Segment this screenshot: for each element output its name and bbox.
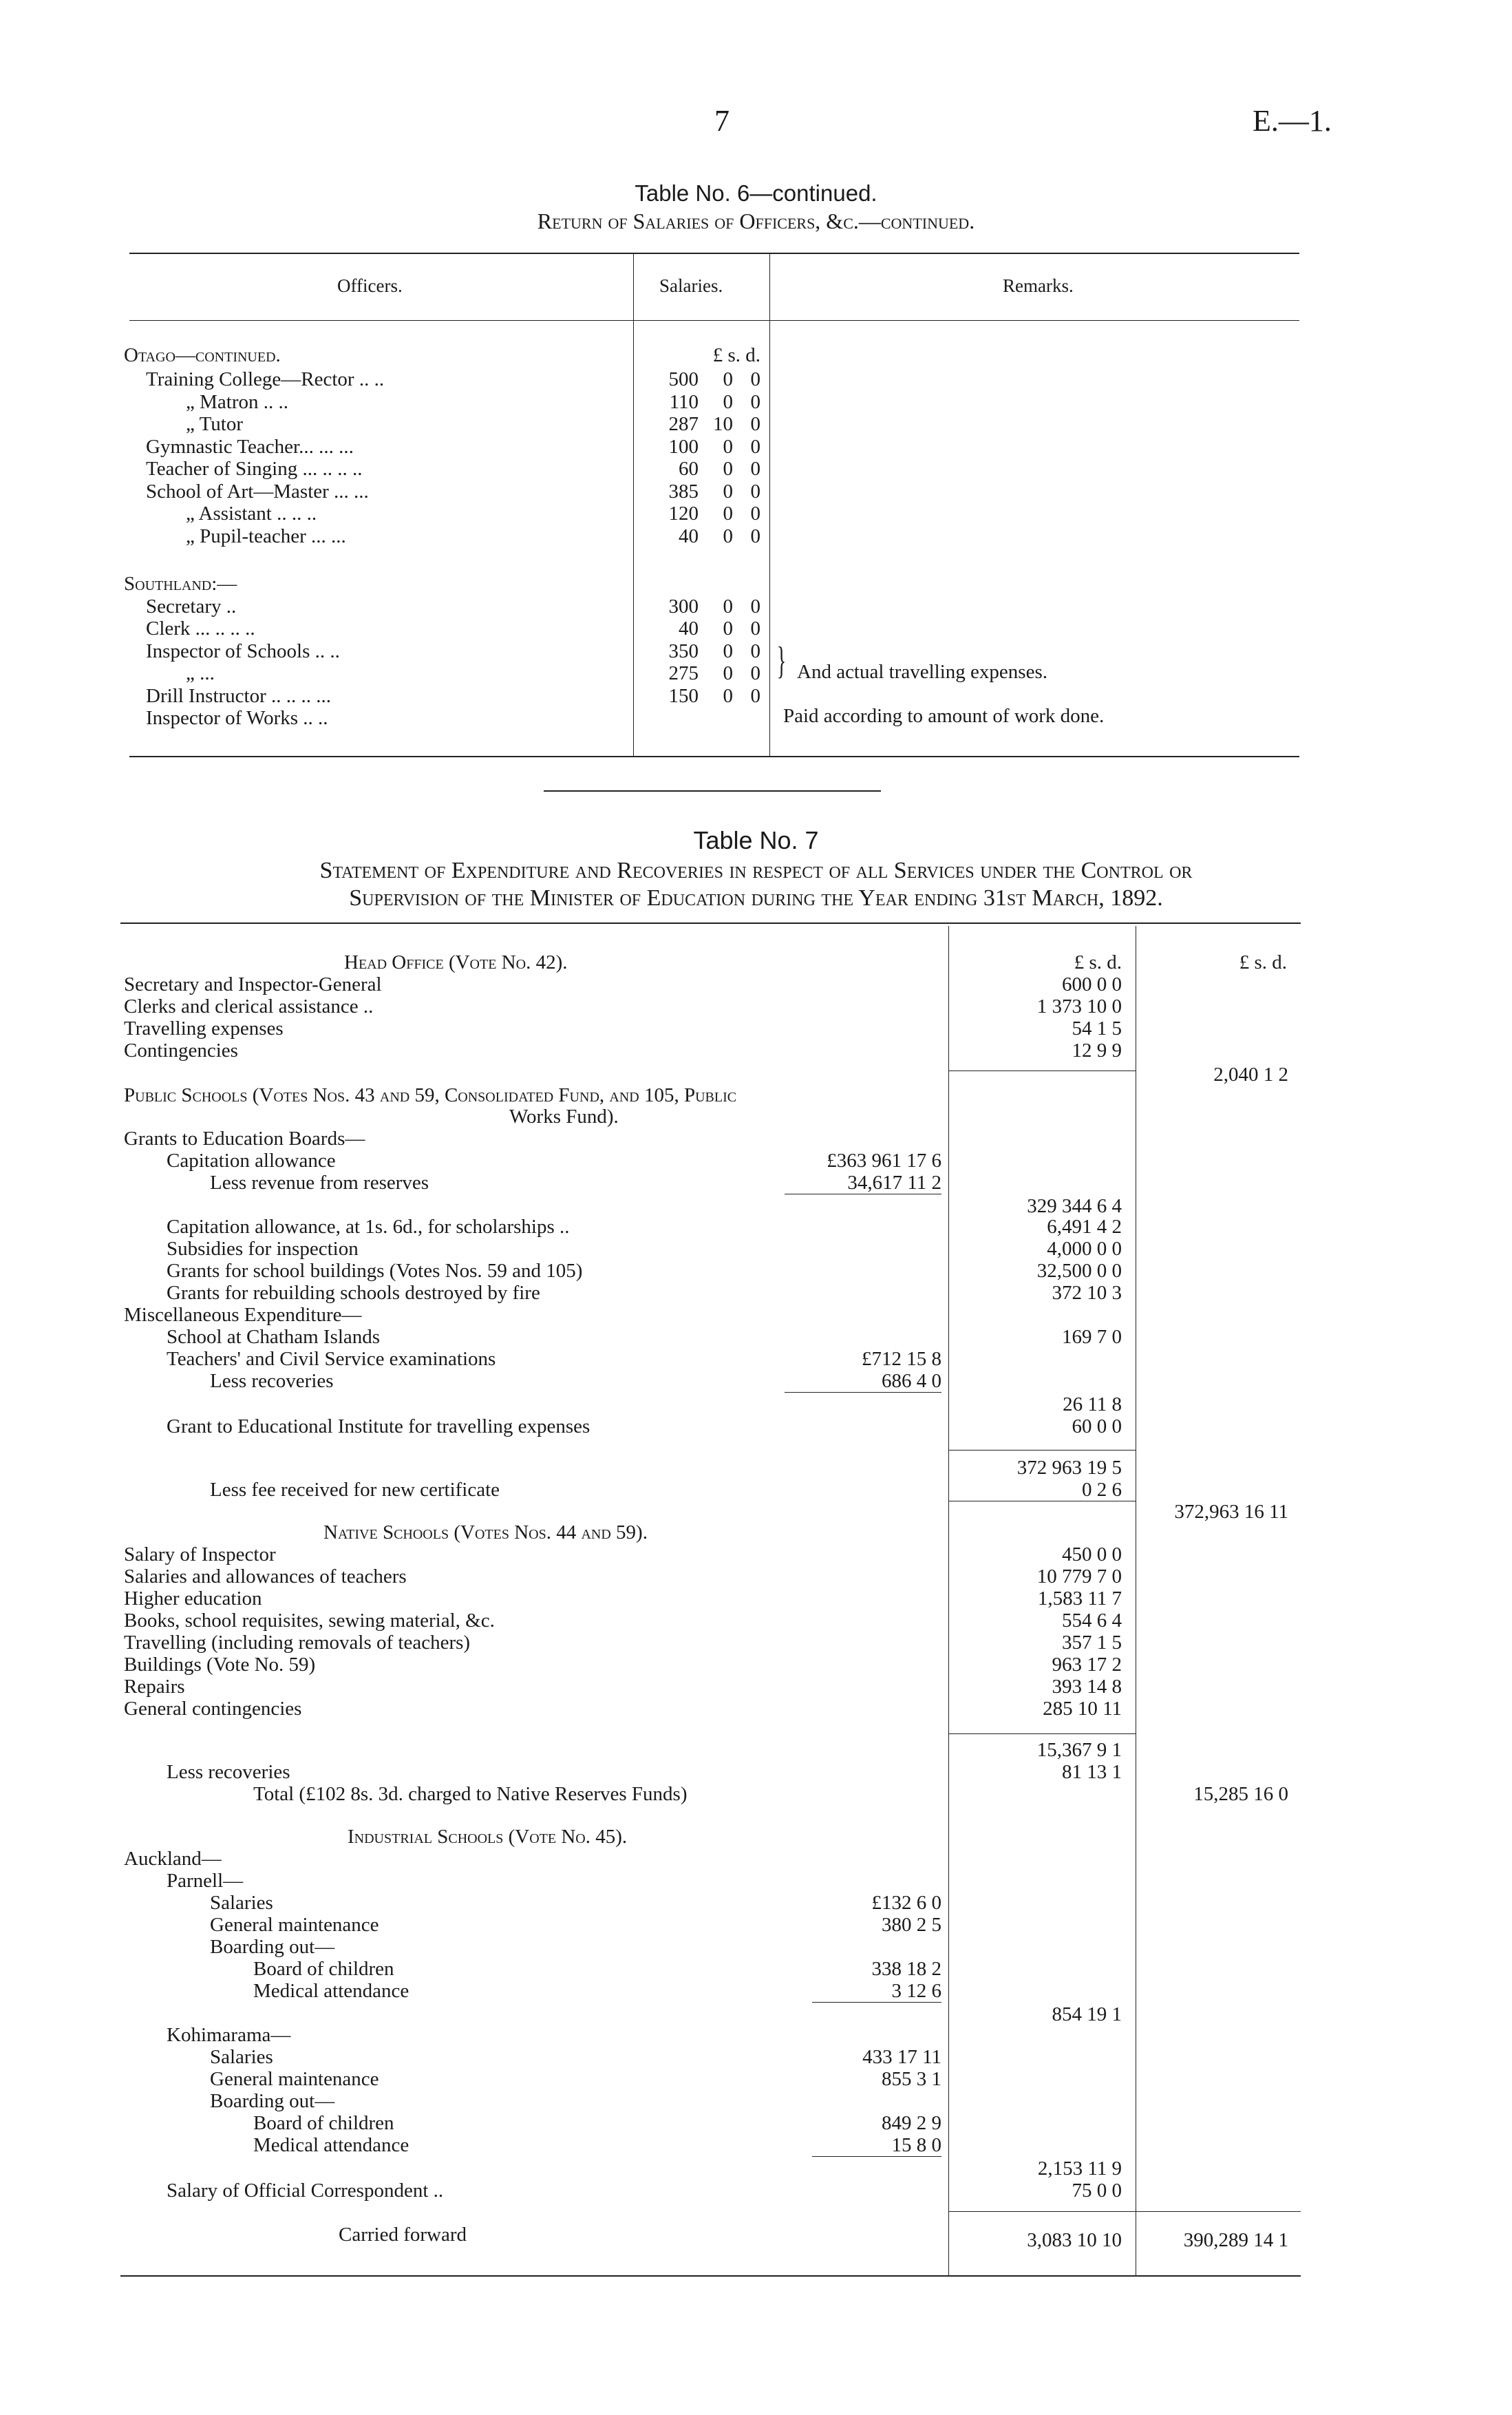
public-schools-value: 372 10 3 <box>1052 1282 1122 1304</box>
salary-shillings: 0 <box>723 618 733 640</box>
salary-pence: 0 <box>750 481 760 503</box>
officer-label: Gymnastic Teacher... ... ... <box>146 436 354 458</box>
table6-col-divider-2 <box>769 253 770 756</box>
table7-subtitle-2-text: Supervision of the Minister of Education during the Year ending 31st March, 1892. <box>349 885 1163 911</box>
carried-forward-col3: 390,289 14 1 <box>1183 2229 1288 2251</box>
native-schools-item: Salaries and allowances of teachers <box>124 1565 407 1588</box>
salary-pence: 0 <box>750 685 760 707</box>
table7-currency-col3: £ s. d. <box>1239 951 1287 973</box>
salary-shillings: 0 <box>723 685 733 707</box>
native-schools-value: 1,583 11 7 <box>1037 1588 1122 1610</box>
native-schools-value: 10 779 7 0 <box>1036 1565 1122 1588</box>
parnell-total: 854 19 1 <box>1052 2003 1122 2025</box>
capitation-value: £363 961 17 6 <box>827 1150 941 1172</box>
table6-col-officers: Officers. <box>337 275 403 296</box>
document-reference: E.—1. <box>1253 104 1332 138</box>
officer-label: Clerk ... .. .. .. <box>146 618 255 640</box>
salary-pence: 0 <box>750 436 760 458</box>
salary-pence: 0 <box>750 503 760 525</box>
native-schools-value: 963 17 2 <box>1052 1654 1122 1676</box>
parnell-value: 380 2 5 <box>882 1914 941 1936</box>
native-schools-value: 357 1 5 <box>1062 1632 1122 1654</box>
salary-shillings: 10 <box>713 413 733 435</box>
table7-subtitle-1-text: Statement of Expenditure and Recoveries in respect of all Services under the Control or <box>319 858 1193 883</box>
native-schools-item: Travelling (including removals of teachers) <box>124 1632 471 1654</box>
native-schools-value: 450 0 0 <box>1062 1543 1122 1565</box>
officer-label: Inspector of Works .. .. <box>146 707 328 729</box>
kohimarama-item: Board of children <box>253 2112 394 2134</box>
salary-pence: 0 <box>750 413 760 435</box>
native-schools-item: Higher education <box>124 1588 262 1610</box>
salary-shillings: 0 <box>723 436 733 458</box>
salary-pence: 0 <box>750 618 760 640</box>
less-reserves-label: Less revenue from reserves <box>210 1172 429 1194</box>
public-subtotal-value: 372 963 19 5 <box>1016 1457 1122 1479</box>
parnell-value: 338 18 2 <box>871 1958 941 1980</box>
public-schools-total: 372,963 16 11 <box>1174 1501 1288 1523</box>
kohimarama-item: General maintenance <box>210 2068 379 2090</box>
officer-label: „ ... <box>186 662 215 684</box>
officer-label: Inspector of Schools .. .. <box>146 640 340 662</box>
salary-shillings: 0 <box>723 458 733 480</box>
native-subtotal-rule <box>948 1733 1136 1734</box>
public-schools-value: 4,000 0 0 <box>1047 1238 1122 1260</box>
native-schools-total: 15,285 16 0 <box>1193 1783 1288 1805</box>
table7-subtitle-2 <box>0 885 1512 911</box>
parnell-item: Medical attendance <box>253 1980 409 2002</box>
kohimarama-item: Medical attendance <box>253 2134 409 2156</box>
brace-icon: } <box>776 640 787 682</box>
table7-currency-col2: £ s. d. <box>1074 951 1122 973</box>
parnell-rule <box>812 2002 941 2003</box>
table6-title: Table No. 6—continued. <box>635 180 877 206</box>
institute-value: 60 0 0 <box>1072 1415 1122 1437</box>
salary-shillings: 0 <box>723 640 733 662</box>
officer-label: „ Matron .. .. <box>186 391 288 413</box>
salary-pounds: 100 <box>668 436 699 458</box>
table6-subtitle: Return of Salaries of Officers, &c.—continued. <box>537 209 975 233</box>
salary-pounds: 385 <box>668 481 699 503</box>
head-office-item: Clerks and clerical assistance .. <box>124 995 374 1017</box>
parnell-item: Salaries <box>210 1892 273 1914</box>
kohimarama-value: 15 8 0 <box>891 2134 941 2156</box>
less-fee-value: 0 2 6 <box>1082 1479 1122 1501</box>
salary-pence: 0 <box>750 368 760 390</box>
public-schools-item: Capitation allowance, at 1s. 6d., for scholarships .. <box>167 1216 570 1238</box>
table6-top-rule <box>129 253 1299 254</box>
public-schools-item: Subsidies for inspection <box>167 1238 359 1260</box>
public-schools-value: 6,491 4 2 <box>1047 1216 1122 1238</box>
head-office-value: 600 0 0 <box>1062 973 1122 995</box>
capitation-label: Capitation allowance <box>167 1150 336 1172</box>
table7-col-divider-1 <box>948 926 949 2275</box>
salary-shillings: 0 <box>723 595 733 618</box>
officer-label: Otago—continued. <box>124 344 281 366</box>
table7-top-rule <box>120 922 1301 924</box>
parnell-value: £132 6 0 <box>871 1892 941 1914</box>
native-subtotal-value: 15,367 9 1 <box>1036 1739 1122 1761</box>
less-reserves-value: 34,617 11 2 <box>847 1172 941 1194</box>
exams-rule <box>785 1392 941 1393</box>
table6-currency-header: £ s. d. <box>712 344 760 366</box>
native-schools-value: 285 10 11 <box>1043 1698 1122 1720</box>
table6-col-remarks: Remarks. <box>1003 275 1074 296</box>
salary-pounds: 40 <box>679 525 699 547</box>
native-less-value: 81 13 1 <box>1062 1761 1122 1783</box>
head-office-value: 12 9 9 <box>1072 1040 1122 1062</box>
officer-label: „ Pupil-teacher ... ... <box>186 525 346 547</box>
carried-rule-col3 <box>1136 2211 1301 2212</box>
exams-label: Teachers' and Civil Service examinations <box>167 1348 496 1370</box>
native-schools-item: Salary of Inspector <box>124 1543 276 1565</box>
native-schools-value: 393 14 8 <box>1052 1676 1122 1698</box>
head-office-item: Contingencies <box>124 1040 238 1062</box>
kohimarama-item: Boarding out— <box>210 2090 335 2112</box>
salary-pounds: 110 <box>669 391 699 413</box>
carried-forward-label: Carried forward <box>339 2224 467 2246</box>
officer-label: Training College—Rector .. .. <box>146 368 385 390</box>
salary-pence: 0 <box>750 525 760 547</box>
public-schools-heading: Public Schools (Votes Nos. 43 and 59, Consolidated Fund, and 105, Public <box>124 1084 737 1106</box>
officer-label: Secretary .. <box>146 595 237 618</box>
auckland-label: Auckland— <box>124 1848 222 1870</box>
kohimarama-item: Salaries <box>210 2046 273 2068</box>
table6-header-rule <box>129 320 1299 321</box>
parnell-label: Parnell— <box>167 1870 244 1892</box>
head-office-value: 54 1 5 <box>1072 1017 1122 1040</box>
grants-heading: Grants to Education Boards— <box>124 1128 365 1150</box>
officer-label: „ Tutor <box>186 413 244 435</box>
exams-less-label: Less recoveries <box>210 1370 334 1392</box>
salary-shillings: 0 <box>723 368 733 390</box>
head-office-total: 2,040 1 2 <box>1213 1064 1288 1086</box>
parnell-item: Boarding out— <box>210 1936 335 1958</box>
public-schools-item: Grants for rebuilding schools destroyed by fire <box>167 1282 540 1304</box>
native-schools-value: 554 6 4 <box>1062 1610 1122 1632</box>
salary-pounds: 350 <box>668 640 699 662</box>
exams-less-value: 686 4 0 <box>882 1370 941 1392</box>
salary-pounds: 300 <box>668 595 699 618</box>
carried-forward-col2: 3,083 10 10 <box>1027 2229 1122 2251</box>
section-separator <box>544 790 881 792</box>
head-office-value: 1 373 10 0 <box>1036 995 1122 1017</box>
salary-pounds: 500 <box>668 368 699 390</box>
salary-shillings: 0 <box>723 481 733 503</box>
carried-rule-col2 <box>948 2211 1136 2212</box>
industrial-schools-heading: Industrial Schools (Vote No. 45). <box>348 1826 628 1848</box>
salary-pence: 0 <box>750 640 760 662</box>
table7-bottom-rule <box>120 2275 1301 2277</box>
officer-label: „ Assistant .. .. .. <box>186 503 317 525</box>
native-schools-item: Books, school requisites, sewing material, &c. <box>124 1610 495 1632</box>
salary-pence: 0 <box>750 458 760 480</box>
exams-net-value: 26 11 8 <box>1063 1393 1122 1415</box>
official-correspondent-label: Salary of Official Correspondent .. <box>167 2180 444 2202</box>
native-schools-item: General contingencies <box>124 1698 302 1720</box>
salary-pence: 0 <box>750 391 760 413</box>
native-schools-item: Buildings (Vote No. 59) <box>124 1654 316 1676</box>
official-correspondent-value: 75 0 0 <box>1072 2180 1122 2202</box>
salary-pence: 0 <box>750 595 760 618</box>
net-capitation-value: 329 344 6 4 <box>1027 1195 1122 1217</box>
misc-heading: Miscellaneous Expenditure— <box>124 1304 362 1326</box>
kohimarama-value: 433 17 11 <box>862 2046 941 2068</box>
table6-col-divider-1 <box>633 253 634 756</box>
officer-label: Southland:— <box>124 573 237 595</box>
chatham-value: 169 7 0 <box>1062 1326 1122 1348</box>
table7-title: Table No. 7 <box>693 826 819 854</box>
native-total-label: Total (£102 8s. 3d. charged to Native Reserves Funds) <box>253 1783 688 1805</box>
salary-shillings: 0 <box>723 503 733 525</box>
parnell-value: 3 12 6 <box>891 1980 941 2002</box>
salary-pence: 0 <box>750 662 760 684</box>
salary-shillings: 0 <box>723 391 733 413</box>
less-fee-label: Less fee received for new certificate <box>210 1479 500 1501</box>
public-schools-item: Grants for school buildings (Votes Nos. 59 and 105) <box>167 1260 583 1282</box>
public-schools-heading-2: Works Fund). <box>509 1106 619 1128</box>
table6-col-salaries: Salaries. <box>659 275 723 296</box>
kohimarama-total: 2,153 11 9 <box>1037 2158 1122 2180</box>
salary-pounds: 60 <box>679 458 699 480</box>
remark-travel: And actual travelling expenses. <box>797 661 1047 683</box>
chatham-label: School at Chatham Islands <box>167 1326 381 1348</box>
head-office-item: Travelling expenses <box>124 1017 284 1040</box>
exams-value: £712 15 8 <box>862 1348 941 1370</box>
salary-pounds: 40 <box>679 618 699 640</box>
salary-pounds: 275 <box>668 662 699 684</box>
kohimarama-value: 855 3 1 <box>882 2068 941 2090</box>
kohimarama-rule <box>812 2156 941 2157</box>
table6-bottom-rule <box>129 756 1299 757</box>
salary-pounds: 120 <box>668 503 699 525</box>
salary-shillings: 0 <box>723 662 733 684</box>
officer-label: Drill Instructor .. .. .. ... <box>146 685 332 707</box>
page-number: 7 <box>714 104 730 138</box>
salary-pounds: 150 <box>668 685 699 707</box>
salary-pounds: 287 <box>668 413 699 435</box>
remark-paid: Paid according to amount of work done. <box>783 705 1105 727</box>
officer-label: School of Art—Master ... ... <box>146 481 369 503</box>
table7-subtitle-1 <box>0 858 1512 884</box>
public-subtotal-rule <box>948 1450 1136 1451</box>
parnell-item: Board of children <box>253 1958 394 1980</box>
kohimarama-value: 849 2 9 <box>882 2112 941 2134</box>
head-office-item: Secretary and Inspector-General <box>124 973 382 995</box>
institute-label: Grant to Educational Institute for travelling expenses <box>167 1415 590 1437</box>
native-schools-heading: Native Schools (Votes Nos. 44 and 59). <box>323 1521 648 1543</box>
native-schools-item: Repairs <box>124 1676 185 1698</box>
kohimarama-label: Kohimarama— <box>167 2024 291 2046</box>
native-less-label: Less recoveries <box>167 1761 290 1783</box>
officer-label: Teacher of Singing ... .. .. .. <box>146 458 363 480</box>
parnell-item: General maintenance <box>210 1914 379 1936</box>
public-schools-value: 32,500 0 0 <box>1036 1260 1122 1282</box>
head-office-heading: Head Office (Vote No. 42). <box>344 951 568 973</box>
salary-shillings: 0 <box>723 525 733 547</box>
